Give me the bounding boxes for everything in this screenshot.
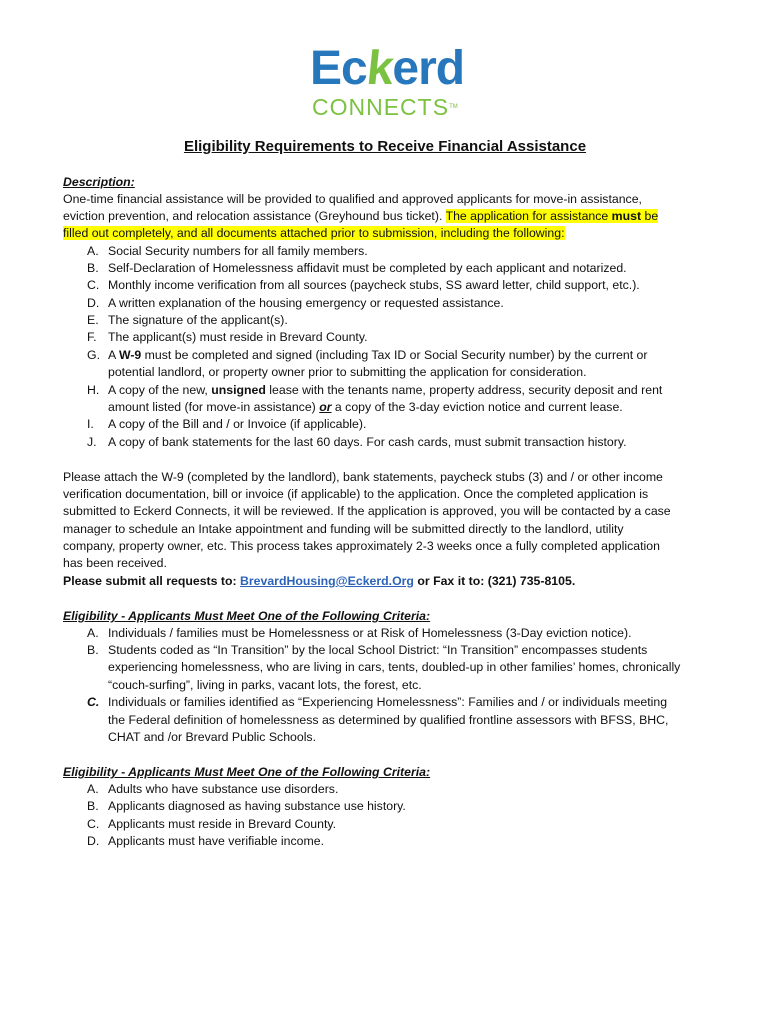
list-marker: J. <box>87 435 97 449</box>
list-marker: G. <box>87 348 100 362</box>
text-part: A copy of the new, <box>108 383 212 397</box>
list-item-text: Applicants diagnosed as having substance use history. <box>108 799 406 813</box>
eckerd-connects-logo <box>310 42 465 122</box>
list-item-text: Adults who have substance use disorders. <box>108 782 339 796</box>
list-marker: D. <box>87 834 100 848</box>
submit-line <box>63 573 723 590</box>
text-part: a copy of the 3-day eviction notice and current lease. <box>331 400 623 414</box>
list-item-text: Individuals / families must be Homelessness or at Risk of Homelessness (3-Day eviction notice). <box>108 626 632 640</box>
eligibility-heading-1 <box>63 608 723 625</box>
list-marker: H. <box>87 383 100 397</box>
logo-letter-k: k <box>363 42 396 95</box>
logo-wordmark <box>310 44 464 94</box>
attach-line-1: Please attach the W-9 (completed by the landlord), bank statements, paycheck stubs (3) and / or other income <box>63 470 663 484</box>
highlighted-text <box>446 209 659 223</box>
list-marker: C. <box>87 278 100 292</box>
list-item-text: A copy of bank statements for the last 60 days. For cash cards, must submit transaction history. <box>108 435 627 449</box>
description-line-2 <box>63 208 723 225</box>
list-marker: C. <box>87 817 100 831</box>
attach-line-2: verification documentation, bill or invoice (if applicable) to the application. Once the completed application is <box>63 487 649 501</box>
text-part: lease with the tenants name, property address, security deposit and rent <box>265 383 663 397</box>
description-line-2-text: eviction prevention, and relocation assistance (Greyhound bus ticket). <box>63 209 446 223</box>
eligibility-heading-1-text: Eligibility - Applicants Must Meet One of the Following Criteria: <box>63 609 431 623</box>
list-item-text <box>108 382 662 399</box>
submit-label: Please submit all requests to: <box>63 574 240 588</box>
list-item-text: The signature of the applicant(s). <box>108 313 288 327</box>
logo-trademark: TM <box>449 104 458 110</box>
list-item-text: The applicant(s) must reside in Brevard County. <box>108 330 368 344</box>
email-link[interactable]: BrevardHousing@Eckerd.Org <box>240 574 414 588</box>
list-item-text: A copy of the Bill and / or Invoice (if applicable). <box>108 417 367 431</box>
list-marker: D. <box>87 296 100 310</box>
list-marker: F. <box>87 330 97 344</box>
attach-line-4: manager to schedule an Intake appointment and funding will be submitted directly to the landlord, utility <box>63 522 624 536</box>
w9-bold: W-9 <box>118 348 142 362</box>
fax-text: or Fax it to: (321) 735-8105. <box>413 574 576 588</box>
list-marker: B. <box>87 261 99 275</box>
list-item-text: Monthly income verification from all sources (paycheck stubs, SS award letter, child support, etc.). <box>108 278 640 292</box>
highlighted-text-line-3: filled out completely, and all documents attached prior to submission, including the following: <box>63 226 565 240</box>
list-item-text: Applicants must reside in Brevard County. <box>108 817 337 831</box>
text-part: A <box>108 348 119 362</box>
list-item-text: A written explanation of the housing emergency or requested assistance. <box>108 296 504 310</box>
list-marker: E. <box>87 313 99 327</box>
description-heading-text: Description: <box>63 175 135 189</box>
description-line-1: One-time financial assistance will be provided to qualified and approved applicants for move-in assistance, <box>63 192 642 206</box>
list-item-text: the Federal definition of homelessness as determined by qualified frontline assessors with BFSS, BHC, <box>108 713 669 727</box>
unsigned-bold: unsigned <box>211 383 266 397</box>
eligibility-heading-2 <box>63 764 723 781</box>
text-part: amount listed (for move-in assistance) <box>108 400 320 414</box>
attach-line-5: company, property owner, etc. This process takes approximately 2-3 weeks once a fully completed application <box>63 539 660 553</box>
list-marker: A. <box>87 244 99 258</box>
logo-subtitle <box>312 94 458 120</box>
logo-connects-text: CONNECTS <box>312 94 450 120</box>
list-item-text: Individuals or families identified as “Experiencing Homelessness”: Families and / or individuals meeting <box>108 695 668 709</box>
list-item-text: CHAT and /or Brevard Public Schools. <box>108 730 317 744</box>
list-item-text: Applicants must have verifiable income. <box>108 834 324 848</box>
logo-letter-c: c <box>341 42 367 95</box>
description-line-3 <box>63 225 723 242</box>
list-item-text: Self-Declaration of Homelessness affidavit must be completed by each applicant and notarized. <box>108 261 627 275</box>
list-marker: B. <box>87 643 99 657</box>
logo-letters-erd: erd <box>392 42 465 95</box>
highlight-part-a: The application for assistance <box>445 209 612 223</box>
list-item-text: Students coded as “In Transition” by the local School District: “In Transition” encompasses students <box>108 643 648 657</box>
list-marker: B. <box>87 799 99 813</box>
attach-line-6: has been received. <box>63 556 167 570</box>
highlight-part-b: be <box>641 209 659 223</box>
list-item-text <box>108 399 623 416</box>
list-marker: A. <box>87 782 99 796</box>
list-item-text <box>108 347 648 364</box>
page-title: Eligibility Requirements to Receive Financial Assistance <box>183 138 587 155</box>
list-marker: C. <box>87 695 100 709</box>
list-item-text: potential landlord, or property owner prior to submitting the application for consideration. <box>108 365 587 379</box>
eligibility-heading-2-text: Eligibility - Applicants Must Meet One of the Following Criteria: <box>63 765 431 779</box>
list-marker: I. <box>87 417 94 431</box>
text-part: must be completed and signed (including Tax ID or Social Security number) by the current or <box>141 348 648 362</box>
description-heading <box>63 174 723 191</box>
list-item-text: Social Security numbers for all family members. <box>108 244 368 258</box>
list-item-text: “couch-surfing”, living in parks, vacant lots, the forest, etc. <box>108 678 422 692</box>
or-emphasis: or <box>319 400 332 414</box>
highlight-must: must <box>611 209 642 223</box>
attach-line-3: submitted to Eckerd Connects, it will be reviewed. If the application is approved, you will be contacted by a case <box>63 504 671 518</box>
list-item-text: experiencing homelessness, who are living in cars, tents, doubled-up in other families’ homes, chronically <box>108 660 681 674</box>
logo-letter-e: E <box>310 42 342 95</box>
list-marker: A. <box>87 626 99 640</box>
